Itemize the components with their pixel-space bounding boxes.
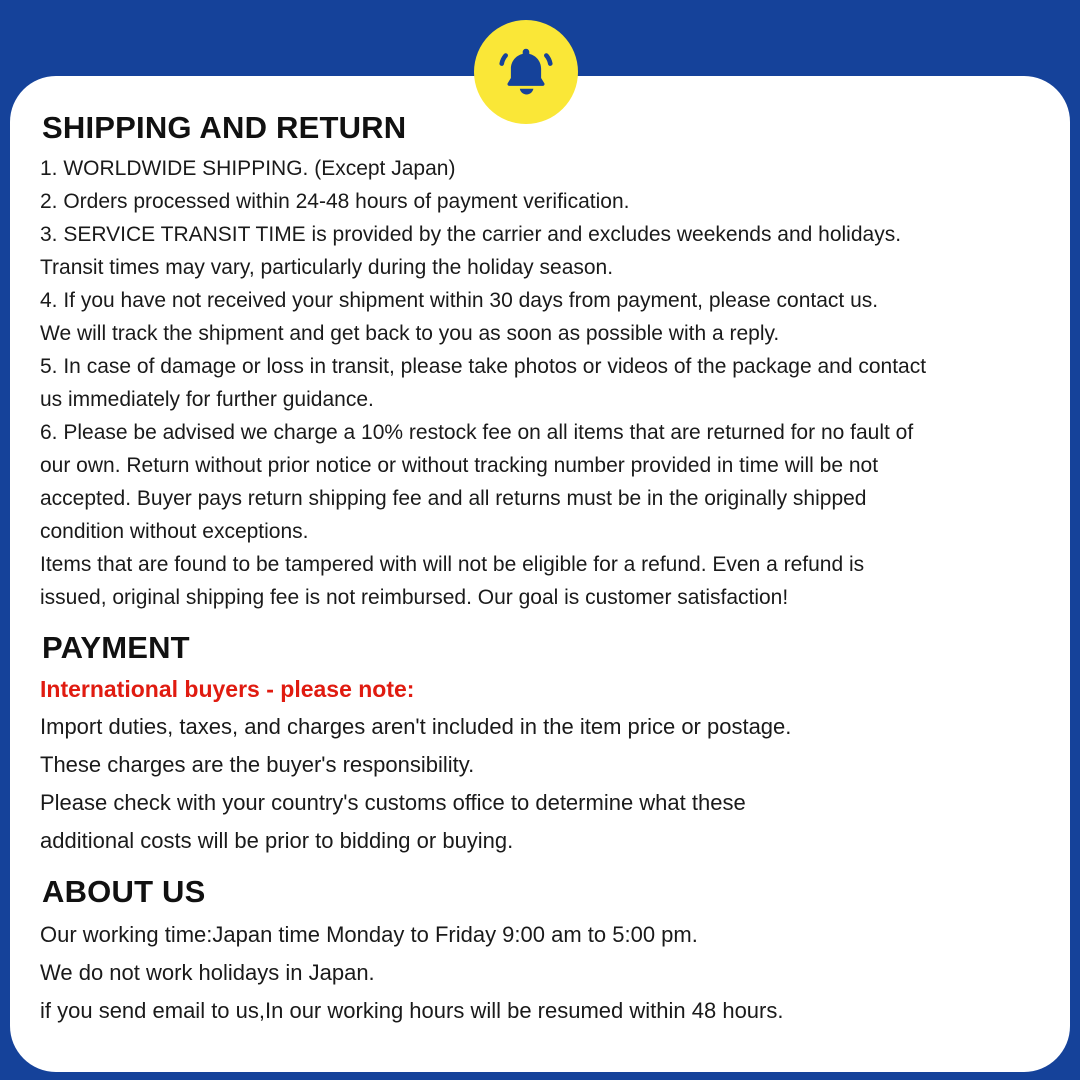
about-line: We do not work holidays in Japan. — [40, 960, 375, 985]
section-title-shipping: SHIPPING AND RETURN — [42, 110, 407, 145]
about-body — [40, 916, 1040, 1030]
shipping-line: Transit times may vary, particularly during the holiday season. — [40, 256, 614, 279]
shipping-line: condition without exceptions. — [40, 520, 309, 543]
payment-line: Import duties, taxes, and charges aren't included in the item price or postage. — [40, 714, 792, 739]
payment-line: Please check with your country's customs office to determine what these — [40, 790, 746, 815]
about-line: Our working time:Japan time Monday to Friday 9:00 am to 5:00 pm. — [40, 922, 698, 947]
shipping-line: us immediately for further guidance. — [40, 388, 374, 411]
shipping-line: issued, original shipping fee is not reimbursed. Our goal is customer satisfaction! — [40, 586, 789, 609]
section-shipping — [40, 110, 1040, 614]
section-title-about: ABOUT US — [42, 874, 206, 909]
bell-icon-badge — [474, 20, 578, 124]
section-about — [40, 874, 1040, 1030]
shipping-line: accepted. Buyer pays return shipping fee and all returns must be in the originally shipped — [40, 487, 867, 510]
shipping-line: 3. SERVICE TRANSIT TIME is provided by the carrier and excludes weekends and holidays. — [40, 223, 902, 246]
shipping-line: 4. If you have not received your shipment within 30 days from payment, please contact us. — [40, 289, 879, 312]
bell-icon — [495, 41, 557, 103]
international-buyers-note: International buyers - please note: — [40, 676, 415, 702]
policy-card — [10, 76, 1070, 1072]
shipping-line: 6. Please be advised we charge a 10% restock fee on all items that are returned for no fault of — [40, 421, 914, 444]
shipping-line: our own. Return without prior notice or without tracking number provided in time will be not — [40, 454, 879, 477]
shipping-line: 1. WORLDWIDE SHIPPING. (Except Japan) — [40, 157, 456, 180]
shipping-line: 5. In case of damage or loss in transit, please take photos or videos of the package and contact — [40, 355, 927, 378]
shipping-line: 2. Orders processed within 24-48 hours of payment verification. — [40, 190, 630, 213]
payment-body — [40, 708, 1040, 860]
payment-line: These charges are the buyer's responsibility. — [40, 752, 475, 777]
about-line: if you send email to us,In our working hours will be resumed within 48 hours. — [40, 998, 784, 1023]
section-title-payment: PAYMENT — [42, 630, 190, 665]
shipping-line: Items that are found to be tampered with will not be eligible for a refund. Even a refund is — [40, 553, 865, 576]
shipping-line: We will track the shipment and get back to you as soon as possible with a reply. — [40, 322, 780, 345]
section-payment — [40, 630, 1040, 860]
shipping-body — [40, 152, 1040, 614]
payment-line: additional costs will be prior to bidding or buying. — [40, 828, 514, 853]
